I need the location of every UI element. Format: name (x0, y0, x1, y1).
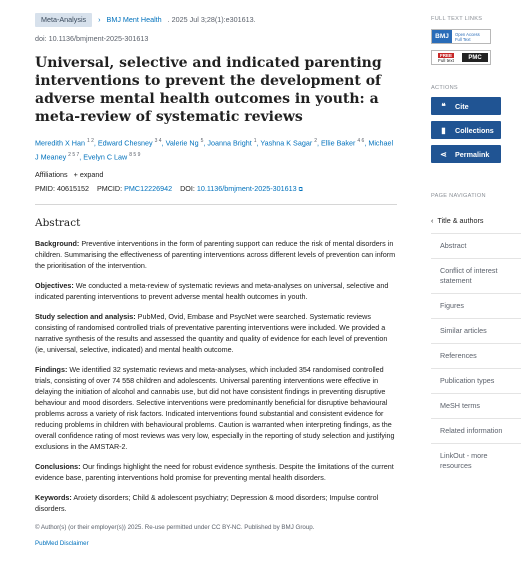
pmcid-link[interactable]: PMC12226942 (124, 183, 173, 193)
article-title: Universal, selective and indicated parenting interventions to prevent the development of adverse mental health outcomes in youth: a meta-review of systematic reviews (35, 55, 382, 125)
section-label: Objectives: (35, 280, 74, 290)
permalink-label: Permalink (455, 149, 490, 159)
plus-icon: + (73, 169, 78, 179)
article-type-badge: Meta-Analysis (35, 13, 92, 27)
collections-button[interactable] (431, 121, 501, 139)
doi-link[interactable]: 10.1136/bmjment-2025-301613 (196, 183, 297, 193)
bmj-logo: BMJ (432, 30, 452, 43)
author-link[interactable]: Meredith X Han (35, 138, 85, 148)
nav-item-figures[interactable]: Figures (431, 293, 521, 318)
page-navigation-heading: PAGE NAVIGATION (431, 193, 486, 199)
expand-label: expand (79, 169, 104, 179)
section-label: Findings: (35, 364, 68, 374)
page-navigation (431, 193, 521, 478)
author-affiliation-refs[interactable]: 2 (314, 138, 318, 144)
header-doi: doi: 10.1136/bmjment-2025-301613 (35, 34, 149, 43)
author-affiliation-refs[interactable]: 3 4 (154, 138, 162, 144)
oa-line2: Full Text (455, 36, 471, 42)
cite-button[interactable] (431, 97, 501, 115)
author-list: Meredith X Han $^{1 2}$, Edward Chesney $^{3 4}$, Valerie Ng $^5$, Joanna Bright $^1$, Yashna K Sagar $^2$, Ellie Baker $^{4 6}$, Michael J Meaney $^{2 5 7}$, Evelyn C Law $^{8 5 9}$ (35, 138, 394, 162)
pmc-full-text-link[interactable] (431, 50, 491, 65)
section-label: Conclusions: (35, 461, 81, 471)
open-access-label (452, 30, 490, 43)
external-link-icon[interactable]: ⧉ (298, 186, 303, 193)
cite-label: Cite (455, 101, 469, 111)
author-affiliation-refs[interactable]: 4 6 (357, 138, 365, 144)
author-link[interactable]: Evelyn C Law (83, 152, 128, 162)
nav-item-similar-articles[interactable]: Similar articles (431, 318, 521, 343)
article-main (35, 13, 397, 547)
full-text-links (431, 29, 521, 65)
section-text: PubMed, Ovid, Embase and PsycNet were searched. Systematic reviews consisting of randomised controlled trials of preventative parenting interventions were included. We provided a narrative synthesis of the results and assessed the quantity and quality of evidence for each level of prevention (ie, universal, selective, indicated) and mental health outcome. (35, 311, 388, 354)
pmcid-label: PMCID: (96, 183, 125, 193)
share-icon: ⋖ (440, 149, 447, 159)
nav-item-abstract[interactable]: Abstract (431, 233, 521, 258)
affiliations-label: Affiliations (35, 169, 68, 179)
nav-item-linkout[interactable]: LinkOut - more resources (431, 443, 521, 478)
identifiers-row (35, 184, 397, 194)
nav-item-related-information[interactable]: Related information (431, 418, 521, 443)
collections-label: Collections (455, 125, 494, 135)
section-text: Preventive interventions in the form of parenting support can reduce the risk of mental disorders in children. Summarising the effectiveness of parenting interventions across different levels of prevention can inform the prioritisation of the intervention. (35, 238, 396, 270)
author-affiliation-refs[interactable]: 5 (200, 138, 204, 144)
citation-text: . 2025 Jul 3;28(1):e301613. (167, 15, 256, 24)
page-navigation-list (431, 209, 521, 478)
author-affiliation-refs[interactable]: 1 2 (86, 138, 94, 144)
author-affiliation-refs[interactable]: 1 (253, 138, 257, 144)
pmid-value: 40615152 (56, 183, 89, 193)
free-full-text-logo (432, 51, 460, 64)
author-link[interactable]: Valerie Ng (165, 138, 199, 148)
bmj-full-text-link[interactable] (431, 29, 491, 44)
pmc-logo: PMC (462, 53, 488, 62)
abstract-objectives (35, 280, 397, 302)
abstract-body (35, 238, 397, 514)
section-text: We identified 32 systematic reviews and meta-analyses, which included 354 randomised controlled trials, consisting of over 74 558 children and adolescents. Universal parenting interventions were effective in delaying the initiation of alcohol and cannabis use, but did not have consistent findings in preventing disruptive behaviour and mood disorders. Selective interventions were predominantly beneficial for disruptive behavioural problems across a variety of risk factors. Indicated interventions found substantial and consistent evidence for reducing problems in children with behavioural problems. Caution is warranted when interpreting findings, as the overall confidence rating of most reviews was very low, especially in the reporting of study selection and justifying exclusions in the AMSTAR-2. (35, 364, 395, 451)
article-header (35, 13, 397, 27)
abstract-keywords (35, 492, 397, 514)
sidebar (431, 16, 521, 478)
bookmark-icon: ▮ (441, 125, 446, 135)
abstract-conclusions (35, 461, 397, 483)
affiliations-expand-button[interactable] (74, 170, 104, 179)
author-affiliation-refs[interactable]: 2 5 7 (68, 152, 80, 159)
free-label: FREE (439, 52, 452, 58)
actions-heading: ACTIONS (431, 85, 458, 91)
nav-item-label: Title & authors (437, 216, 484, 225)
quote-icon: ❝ (441, 101, 446, 111)
nav-item-publication-types[interactable]: Publication types (431, 368, 521, 393)
section-text: Our findings highlight the need for robust evidence synthesis. Despite the limitations of the current evidence base, parenting interventions hold promise for preventing mental health disorders. (35, 461, 394, 482)
nav-item-conflict-of-interest[interactable]: Conflict of interest statement (431, 258, 521, 293)
copyright-notice: © Author(s) (or their employer(s)) 2025. Re-use permitted under CC BY-NC. Published by BMJ Group. (35, 523, 315, 531)
abstract-study-selection (35, 311, 397, 355)
journal-chevron-icon: › (98, 15, 101, 24)
author-link[interactable]: Edward Chesney (97, 138, 153, 148)
divider (35, 204, 397, 205)
author-affiliation-refs[interactable]: 8 5 9 (129, 152, 141, 159)
nav-item-mesh-terms[interactable]: MeSH terms (431, 393, 521, 418)
nav-item-references[interactable]: References (431, 343, 521, 368)
author-link[interactable]: Ellie Baker (321, 138, 356, 148)
abstract-findings (35, 364, 397, 452)
section-label: Background: (35, 238, 80, 248)
permalink-button[interactable] (431, 145, 501, 163)
section-label: Keywords: (35, 492, 72, 502)
doi-label: DOI: (180, 183, 197, 193)
full-text-links-heading: FULL TEXT LINKS (431, 16, 483, 22)
abstract-background (35, 238, 397, 271)
chevron-left-icon: ‹ (431, 216, 434, 225)
pmid-label: PMID: (35, 183, 57, 193)
abstract-heading: Abstract (35, 216, 81, 229)
free-line2: Full text (438, 57, 454, 63)
affiliations-row (35, 170, 397, 179)
oa-line1: Open Access (455, 31, 480, 37)
section-label: Study selection and analysis: (35, 311, 136, 321)
actions-section (431, 85, 521, 163)
section-text: We conducted a meta-review of systematic reviews and meta-analyses on universal, selective and indicated parenting interventions to prevent adverse mental health outcomes in youth. (35, 280, 389, 301)
journal-link[interactable]: BMJ Ment Health (106, 15, 162, 24)
author-link[interactable]: Yashna K Sagar (260, 138, 313, 148)
author-link[interactable]: Michael J Meaney (35, 138, 394, 162)
nav-item-title-authors[interactable] (431, 209, 521, 233)
author-link[interactable]: Joanna Bright (207, 138, 252, 148)
section-text: Anxiety disorders; Child & adolescent psychiatry; Depression & mood disorders; Impulse control disorders. (35, 492, 379, 513)
pubmed-disclaimer-link[interactable]: PubMed Disclaimer (35, 539, 89, 547)
